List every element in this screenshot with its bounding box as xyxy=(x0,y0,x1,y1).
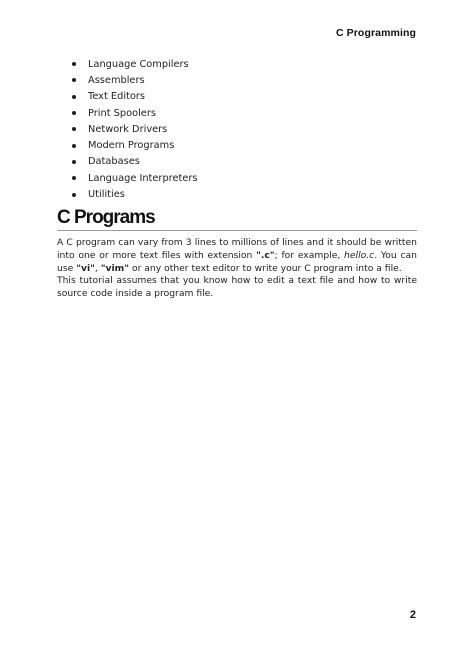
list-item xyxy=(70,186,198,202)
bullet-icon xyxy=(72,176,76,180)
list-item-text: Text Editors xyxy=(88,91,146,103)
para-text: , xyxy=(94,263,101,275)
list-item xyxy=(70,89,198,105)
list-item xyxy=(70,56,198,72)
list-item xyxy=(70,137,198,153)
para-text: A C program can vary from 3 lines to millions of lines and it should be written into one or more text files with extension xyxy=(57,237,417,262)
list-item-text: Language Interpreters xyxy=(88,172,198,184)
list-item xyxy=(70,170,198,186)
page-number: 2 xyxy=(409,609,416,621)
list-item-text: Databases xyxy=(88,156,140,168)
bullet-icon xyxy=(72,160,76,164)
intro-paragraph xyxy=(57,236,417,276)
running-header: C Programming xyxy=(335,27,416,39)
list-item-text: Assemblers xyxy=(88,74,145,86)
extension-code: ".c" xyxy=(256,250,275,262)
example-filename: hello.c xyxy=(344,250,375,262)
list-item xyxy=(70,72,198,88)
list-item xyxy=(70,105,198,121)
list-item xyxy=(70,154,198,170)
bullet-icon xyxy=(72,111,76,115)
list-item-text: Network Drivers xyxy=(88,123,168,135)
section-title: C Programs xyxy=(57,207,155,228)
bullet-icon xyxy=(72,193,76,197)
list-item-text: Modern Programs xyxy=(88,140,175,152)
bullet-icon xyxy=(72,62,76,66)
bullet-icon xyxy=(72,78,76,82)
list-item xyxy=(70,121,198,137)
para-text: or any other text editor to write your C program into a file. xyxy=(129,263,402,275)
para-text: ; for example, xyxy=(274,250,345,262)
bullet-list xyxy=(70,56,198,203)
list-item-text: Language Compilers xyxy=(88,58,189,70)
bullet-icon xyxy=(72,127,76,131)
para-text: . You can use xyxy=(57,250,417,275)
vim-editor-name: "vim" xyxy=(100,263,130,275)
title-divider xyxy=(57,230,417,231)
bullet-icon xyxy=(72,144,76,148)
list-item-text: Print Spoolers xyxy=(88,107,156,119)
list-item-text: Utilities xyxy=(88,189,125,201)
bullet-icon xyxy=(72,95,76,99)
vi-editor-name: "vi" xyxy=(76,263,95,275)
tutorial-paragraph: This tutorial assumes that you know how to edit a text file and how to write source code inside a program file. xyxy=(57,275,417,300)
